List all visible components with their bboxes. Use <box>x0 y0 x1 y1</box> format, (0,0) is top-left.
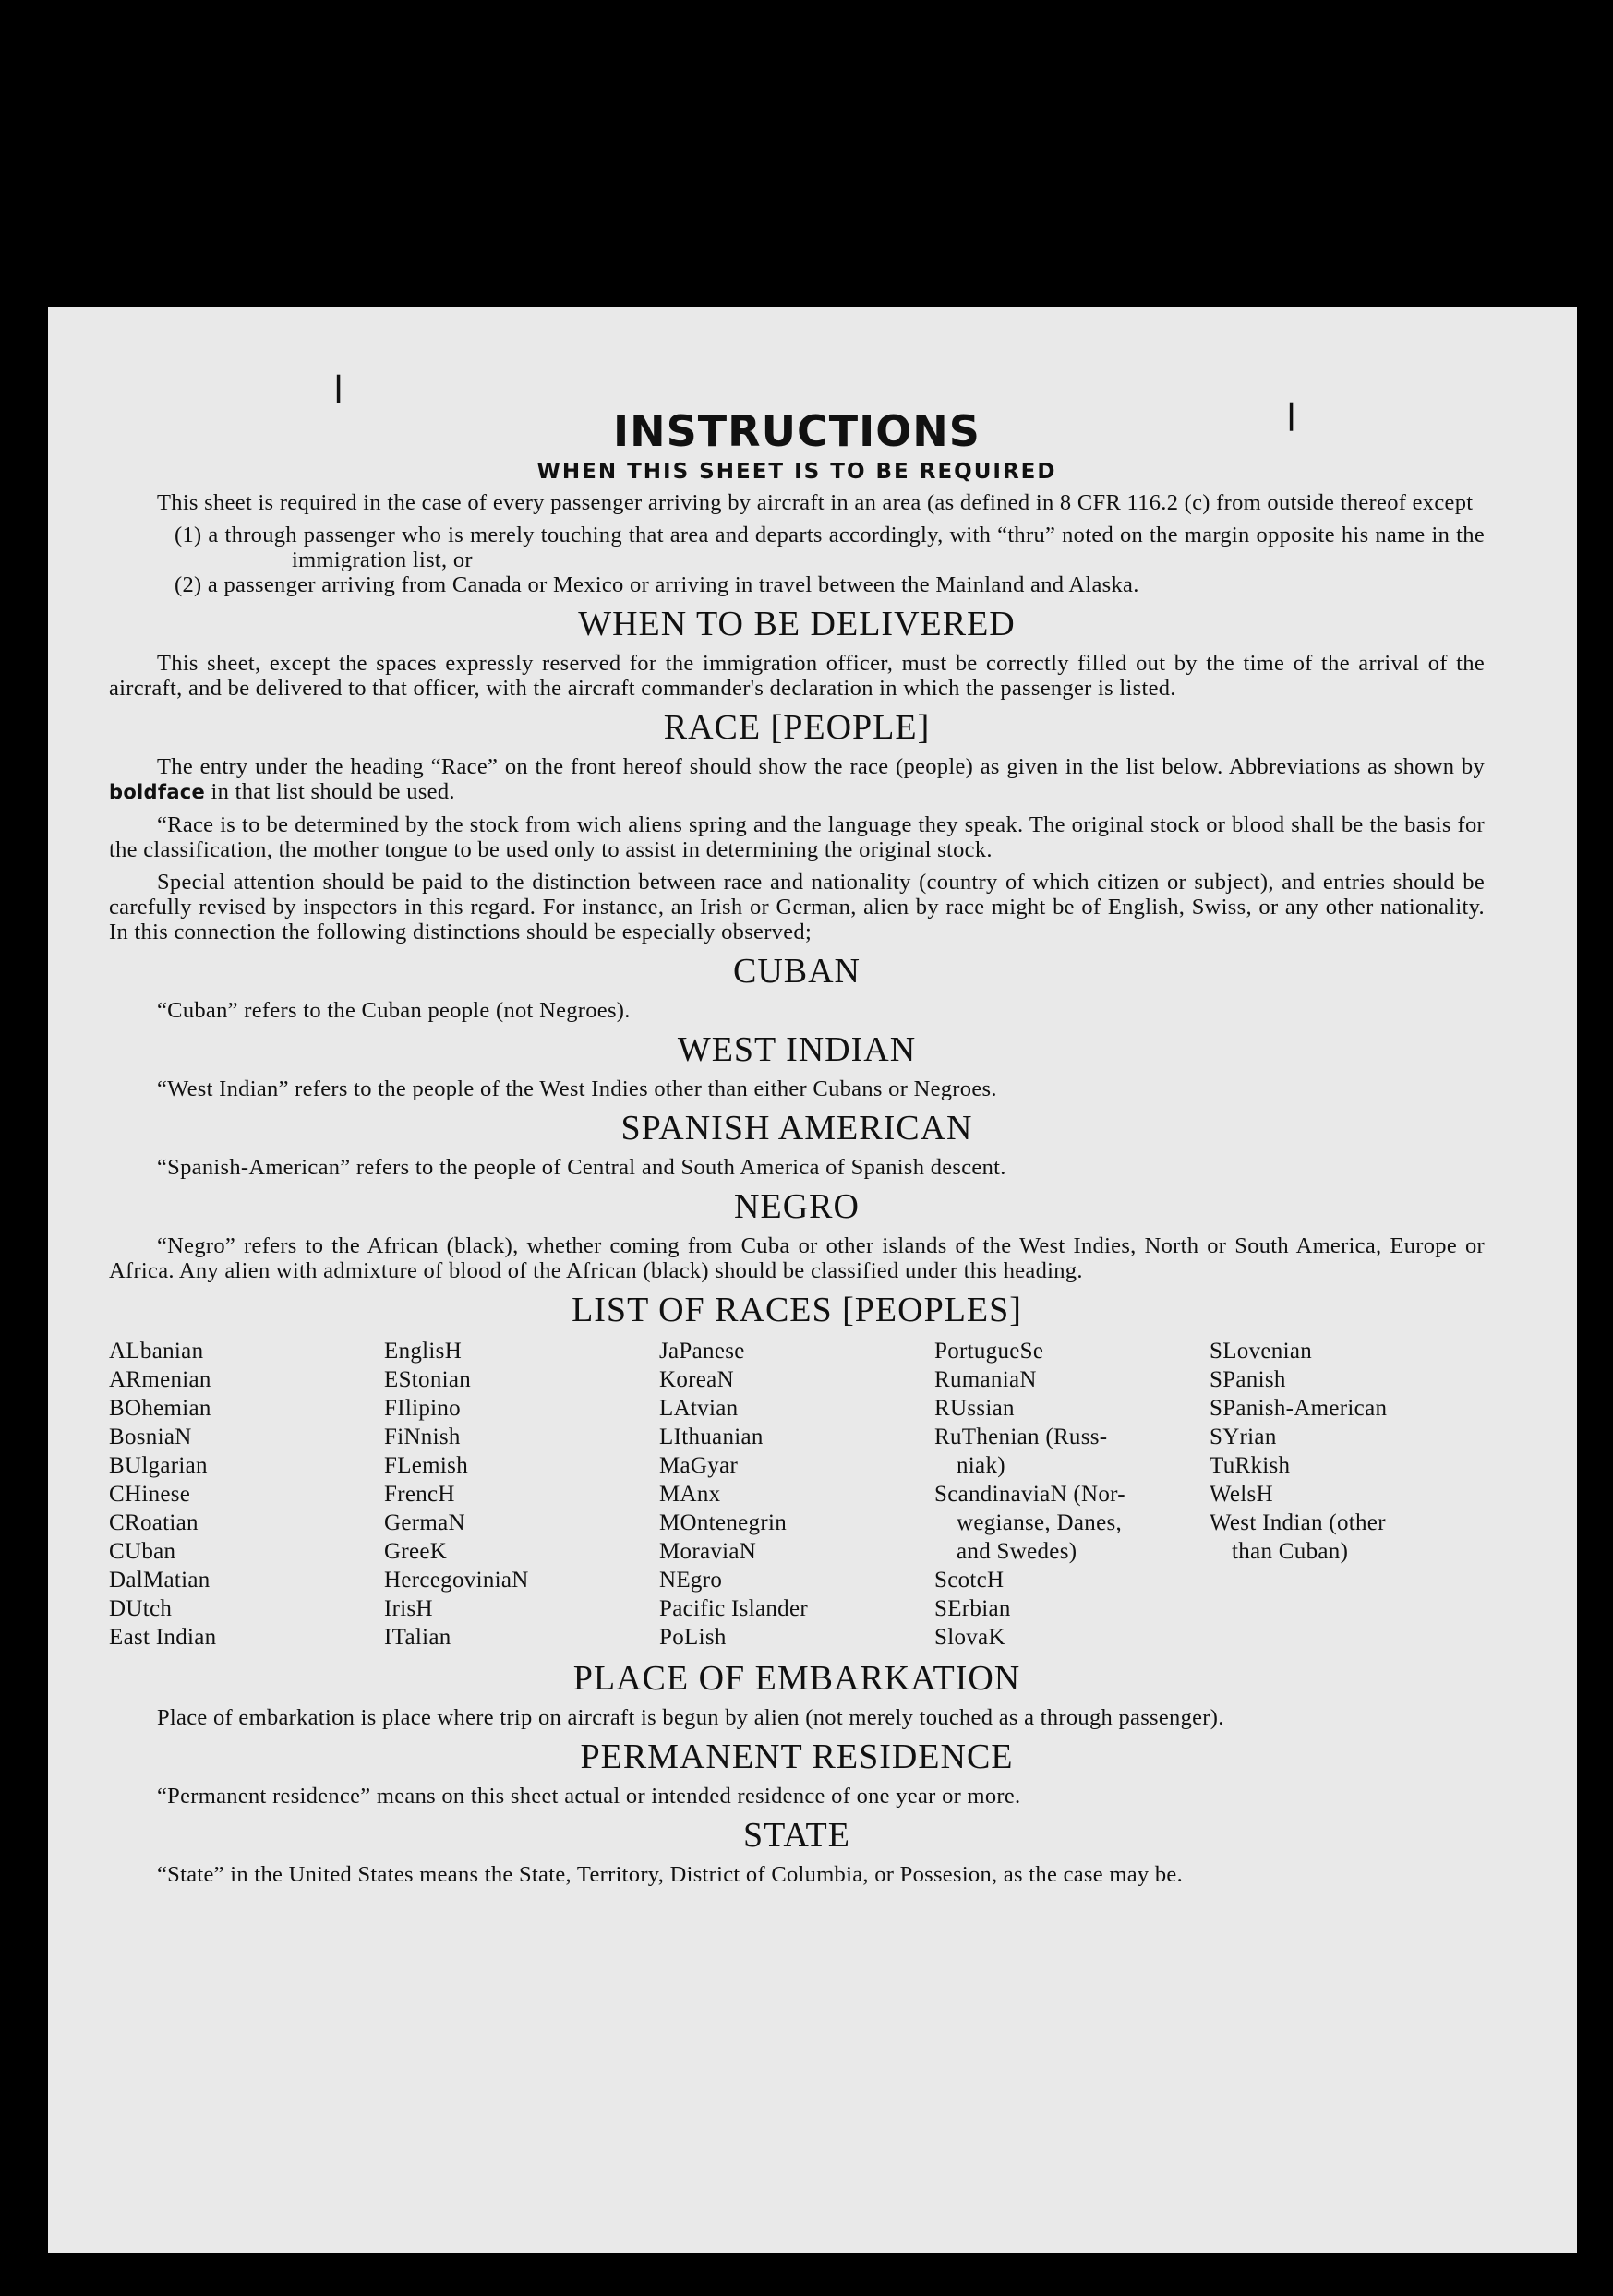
race-entry: DalMatian <box>109 1568 211 1593</box>
race-entry: FiNnish <box>384 1424 461 1449</box>
race-entry: EStonian <box>384 1367 472 1392</box>
race-entry: ARmenian <box>109 1367 211 1392</box>
race-entry: SPanish-American <box>1210 1396 1388 1421</box>
residence-paragraph: “Permanent residence” means on this sheet actual or intended residence of one year or more. <box>157 1784 1021 1809</box>
race-p1-text: The entry under the heading “Race” on the front hereof should show the race (people) as given in the list below. Abbreviations as shown by <box>157 754 1485 779</box>
race-entry: CHinese <box>109 1482 191 1507</box>
race-entry: and Swedes) <box>957 1539 1077 1564</box>
race-entry: MaGyar <box>659 1453 739 1478</box>
race-entry: Pacific Islander <box>659 1596 808 1621</box>
race-entry: CUban <box>109 1539 176 1564</box>
race-entry: IrisH <box>384 1596 433 1621</box>
race-entry: BOhemian <box>109 1396 211 1421</box>
race-entry: RUssian <box>934 1396 1015 1421</box>
west-indian-paragraph: “West Indian” refers to the people of the West Indies other than either Cubans or Negroes. <box>157 1076 997 1101</box>
race-entry: GreeK <box>384 1539 448 1564</box>
race-entry: RuThenian (Russ- <box>934 1424 1108 1449</box>
race-entry: LAtvian <box>659 1396 739 1421</box>
intro-paragraph: This sheet is required in the case of every passenger arriving by aircraft in an area (as defined in 8 CFR 116.2 (c) from outside thereof except <box>157 490 1474 515</box>
race-entry: West Indian (other <box>1210 1510 1386 1535</box>
races-list <box>109 1337 1485 1652</box>
race-entry: GermaN <box>384 1510 465 1535</box>
section-heading-spanish-american: SPANISH AMERICAN <box>620 1109 973 1148</box>
race-entry: East Indian <box>109 1625 217 1650</box>
race-entry: than Cuban) <box>1232 1539 1349 1564</box>
races-column-1 <box>109 1337 384 1652</box>
race-paragraph-1 <box>109 754 1485 805</box>
section-heading-delivered: WHEN TO BE DELIVERED <box>578 605 1016 643</box>
race-entry: NEgro <box>659 1568 723 1593</box>
race-entry: niak) <box>957 1453 1005 1478</box>
spanish-american-paragraph: “Spanish-American” refers to the people of Central and South America of Spanish descent. <box>157 1155 1006 1180</box>
race-entry: EnglisH <box>384 1339 463 1364</box>
races-column-4 <box>934 1337 1210 1652</box>
race-p1-bold: boldface <box>109 781 206 803</box>
instructions-content <box>109 408 1485 1894</box>
race-entry: TuRkish <box>1210 1453 1291 1478</box>
embarkation-paragraph: Place of embarkation is place where trip on aircraft is begun by alien (not merely touched as a through passenger). <box>157 1705 1224 1730</box>
section-heading-cuban: CUBAN <box>732 952 861 991</box>
race-entry: RumaniaN <box>934 1367 1037 1392</box>
race-entry: SErbian <box>934 1596 1011 1621</box>
section-heading-residence: PERMANENT RESIDENCE <box>580 1737 1014 1776</box>
race-entry: SLovenian <box>1210 1339 1313 1364</box>
race-entry: wegianse, Danes, <box>957 1510 1123 1535</box>
document-page <box>48 307 1577 2253</box>
race-entry: ScandinaviaN (Nor- <box>934 1482 1125 1507</box>
race-entry: SlovaK <box>934 1625 1005 1650</box>
exception-item-2: (2) a passenger arriving from Canada or Mexico or arriving in travel between the Mainland and Alaska. <box>175 572 1139 597</box>
race-entry: ITalian <box>384 1625 451 1650</box>
state-paragraph: “State” in the United States means the State, Territory, District of Columbia, or Possesion, as the case may be. <box>157 1862 1184 1887</box>
negro-paragraph: “Negro” refers to the African (black), whether coming from Cuba or other islands of the West Indies, North or South America, Europe or Africa. Any alien with admixture of blood of the African (black) should be classified under this heading. <box>109 1233 1485 1283</box>
race-paragraph-2: “Race is to be determined by the stock from wich aliens spring and the language they speak. The original stock or blood shall be the basis for the classification, the mother tongue to be used only to assist in determining the original stock. <box>109 812 1485 862</box>
race-entry: BUlgarian <box>109 1453 208 1478</box>
races-column-2 <box>384 1337 659 1652</box>
section-heading-embarkation: PLACE OF EMBARKATION <box>572 1659 1021 1698</box>
cuban-paragraph: “Cuban” refers to the Cuban people (not Negroes). <box>157 998 631 1023</box>
section-heading-state: STATE <box>743 1816 850 1855</box>
page-title: INSTRUCTIONS <box>613 406 981 456</box>
race-entry: JaPanese <box>659 1339 745 1364</box>
race-entry: CRoatian <box>109 1510 199 1535</box>
race-entry: MAnx <box>659 1482 721 1507</box>
race-entry: BosniaN <box>109 1424 192 1449</box>
section-heading-race: RACE [PEOPLE] <box>663 708 931 747</box>
section-heading-west-indian: WEST INDIAN <box>677 1030 917 1069</box>
punch-mark-right: ❘ <box>1280 400 1304 430</box>
delivered-paragraph: This sheet, except the spaces expressly reserved for the immigration officer, must be correctly filled out by the time of the arrival of the aircraft, and be delivered to that officer, with the aircraft commander's declaration in which the passenger is listed. <box>109 651 1485 701</box>
races-column-5 <box>1210 1337 1485 1652</box>
race-entry: FIlipino <box>384 1396 461 1421</box>
race-entry: PoLish <box>659 1625 727 1650</box>
race-entry: SPanish <box>1210 1367 1286 1392</box>
section-heading-negro: NEGRO <box>734 1187 860 1226</box>
race-entry: KoreaN <box>659 1367 734 1392</box>
exception-item-1: (1) a through passenger who is merely touching that area and departs accordingly, with “thru” noted on the margin opposite his name in the immigration list, or <box>175 523 1485 572</box>
race-entry: WelsH <box>1210 1482 1273 1507</box>
race-entry: ALbanian <box>109 1339 204 1364</box>
race-entry: HercegoviniaN <box>384 1568 529 1593</box>
race-entry: FLemish <box>384 1453 468 1478</box>
race-entry: SYrian <box>1210 1424 1277 1449</box>
race-entry: PortugueSe <box>934 1339 1044 1364</box>
race-entry: MOntenegrin <box>659 1510 787 1535</box>
race-entry: ScotcH <box>934 1568 1005 1593</box>
race-entry: FrencH <box>384 1482 455 1507</box>
section-heading-list-of-races: LIST OF RACES [PEOPLES] <box>572 1291 1022 1329</box>
race-p1-text-end: in that list should be used. <box>211 779 455 804</box>
race-paragraph-3: Special attention should be paid to the distinction between race and nationality (country of which citizen or subject), and entries should be carefully revised by inspectors in this regard. For instance, an Irish or German, alien by race might be of English, Swiss, or any other nationality. In this connection the following distinctions should be especially observed; <box>109 870 1485 944</box>
race-entry: MoraviaN <box>659 1539 757 1564</box>
page-subtitle: WHEN THIS SHEET IS TO BE REQUIRED <box>536 460 1057 484</box>
race-entry: LIthuanian <box>659 1424 764 1449</box>
races-column-3 <box>659 1337 934 1652</box>
race-entry: DUtch <box>109 1596 173 1621</box>
punch-mark-left: ❘ <box>327 372 351 403</box>
